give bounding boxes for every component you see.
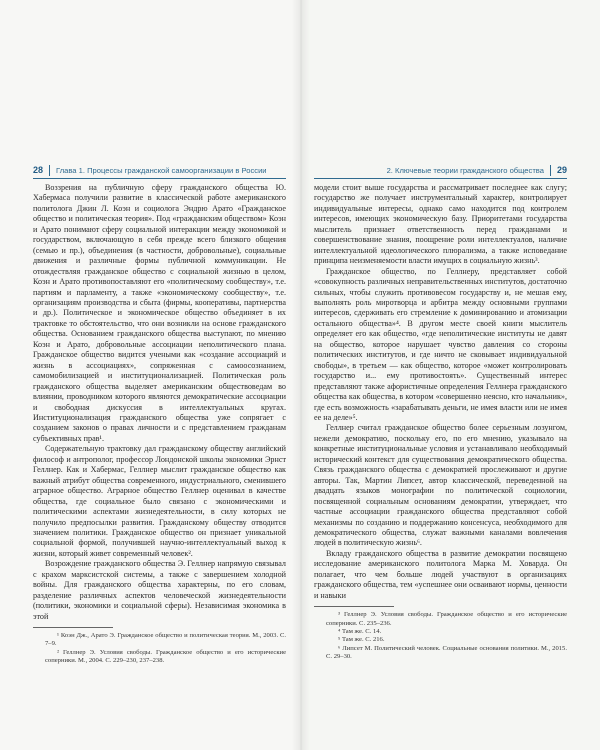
footnote: ⁶ Липсет М. Политический человек. Социальные основания политики. М., 2015. С. 29–30. (326, 644, 567, 661)
right-paragraph: Гражданское общество, по Геллнеру, представляет собой «совокупность различных неправительственных институтов, достаточно сильных, чтобы служить противовесом государству и, не мешая ему, выполнять роль миротворца и арбитра между основными группами интересов, сдерживать его стремление к доминированию и атомизации остального общества»⁴. В другом месте своей книги мыслитель определяет его как общество, «где неполитические институты не давят на общество, которое нарушает чувство давления со стороны политических институтов, и где ничто не сковывает индивидуальной свободы», в третьем — как общество, которое «может контролировать государство и... ему противостоять». Существенный интерес представляют также афористичные определения Геллнера гражданского общества как общества, в котором «совершенно неясно, кто начальник», где есть возможность «зарабатывать деньги, не имея власти или не имея ее на деле»⁵. (314, 266, 567, 422)
left-running-header (33, 163, 286, 177)
right-body-text (314, 183, 567, 662)
right-page-number: 29 (556, 165, 567, 175)
left-paragraph: Воззрения на публичную сферу гражданского общества Ю. Хабермаса получили развитие в классической работе американского политолога Джин Л. Коэн и социолога Эндрю Арато «Гражданское общество и политическая теория». Под «гражданским обществом» Коэн и Арато понимают сферу социальной интеракции между экономикой и государством, включающую в себя прежде всего близкого общения (семью и пр.), объединения (в частности, добровольные), социальные движения и различные формы публичной коммуникации. Не отождествляя гражданское общество с социальной жизнью в целом, Коэн и Арато противопоставляют его «политическому сообществу», т.е. партиям и парламенту, а также «экономическому сообществу», т.е. организациям производства и сбыта (фирмы, кооперативы, партнерства и др.). Политическое и экономическое общество объединяет в их трактовке то обстоятельство, что они возникли на основе гражданского общества. Основанием гражданского общества выступают, по мнению Коэн и Арато, добровольные ассоциации неполитического плана. Гражданское общество видится учеными как «создание ассоциаций и жизнь в ассоциациях», сопряженная с самоосознанием, самомобилизацией и институционализацией. Политическая роль гражданского общества выделяет американским обществоведам во влиянии, проводником которого являются демократические ассоциации и свободная дискуссия в интеллектуальных кругах. Институционализация гражданского общества уже сопрягает с созданием законов о правах личности и с представлением гражданам субъективных прав¹. (33, 183, 286, 443)
left-header-rule (33, 178, 286, 179)
left-paragraph: Возрождение гражданского общества Э. Геллнер напрямую связывал с крахом марксистской системы, а также с завершением холодной войны. Для гражданского общества характерны, по его словам, разделение различных аспектов человеческой жизнедеятельности (политики, экономики и социальной сферы). Независимая экономика в этой (33, 559, 286, 621)
footnote: ² Геллнер Э. Условия свободы. Гражданское общество и его исторические соперники. М., 2004. С. 229–230, 237–238. (45, 648, 286, 665)
right-paragraph: Вкладу гражданского общества в развитие демократии посвящено исследование американского политолога Марка М. Ховарда. Он полагает, что чем больше людей участвуют в организациях гражданского общества, тем «успешнее они осваивают нормы, ценности и навыки (314, 548, 567, 600)
footnote: ⁵ Там же. С. 216. (338, 636, 385, 644)
right-footnote-rule (314, 606, 394, 607)
footnote: ¹ Коэн Дж., Арато Э. Гражданское общество и политическая теория. М., 2003. С. 7–9. (45, 632, 286, 648)
footnote: ³ Геллнер Э. Условия свободы. Гражданское общество и его исторические соперники. С. 235–236. (326, 611, 567, 627)
left-header-separator (49, 165, 50, 176)
right-header-rule (314, 178, 567, 179)
left-footnote-rule (33, 627, 113, 628)
left-paragraph: Содержательную трактовку дал гражданскому обществу английский философ и антрополог, профессор Лондонской школы экономики Эрнст Геллнер. Как и Хабермас, Геллнер мыслит гражданское общество как важный атрибут общества современного, индустриального, сменившего аграрное общество. Аграрное общество Геллнер оценивал в качестве общества, где социальное было связано с экономическими и политическими аспектами жизнедеятельности, в силу которых не получило предпосылки развития. Гражданскому обществу отводится значением политики. Гражданское общество он признает уникальной социальной формой, получившей научно-интеллектуальный выход к жизни, который живет современный человек². (33, 444, 286, 558)
right-header-separator (550, 165, 551, 176)
footnote: ⁴ Там же. С. 14. (338, 627, 382, 635)
right-paragraph: Геллнер считал гражданское общество более серьезным лозунгом, нежели демократию, поскольку его, по его мнению, указывало на конкретные институциональные условия и устанавливало необходимый исторический контекст для существования демократического общества. Связь гражданского общества с демократией прослеживают и другие авторы. Так, Мартин Липсет, автор классической, переведенной на двадцать языков монографии по политической социологии, посвященной социальным основаниям демократии, утверждает, что частные ассоциации гражданского общества представляют собой механизмы по созданию и поддержанию консенсуса, необходимого для демократического общества, служат важными каналами вовлечения людей в политическую жизнь⁶. (314, 423, 567, 548)
right-page (300, 0, 600, 750)
left-page-number: 28 (33, 165, 44, 175)
right-paragraph: модели стоит выше государства и рассматривает последнее как слугу; государство же получает инструментальный характер, контролирует индивидуальные интересы, однако само находится под контролем интересов, имеющих экономическую базу. Приоритетами государства мыслитель признает ответственность перед гражданами и совершенствование знания, поощрение роли интеллектуалов, наличие интеллектуальной идеологического плюрализма, а также исповедание принципа неизменяемости власти имущих в социальную жизнь³. (314, 183, 567, 266)
book-gutter-shadow (292, 0, 310, 750)
right-section-title: 2. Ключевые теории гражданского общества (386, 165, 544, 175)
right-running-header (314, 163, 567, 177)
left-chapter-title: Глава 1. Процессы гражданской самоорганизации в России (56, 165, 267, 175)
left-body-text (33, 183, 286, 666)
